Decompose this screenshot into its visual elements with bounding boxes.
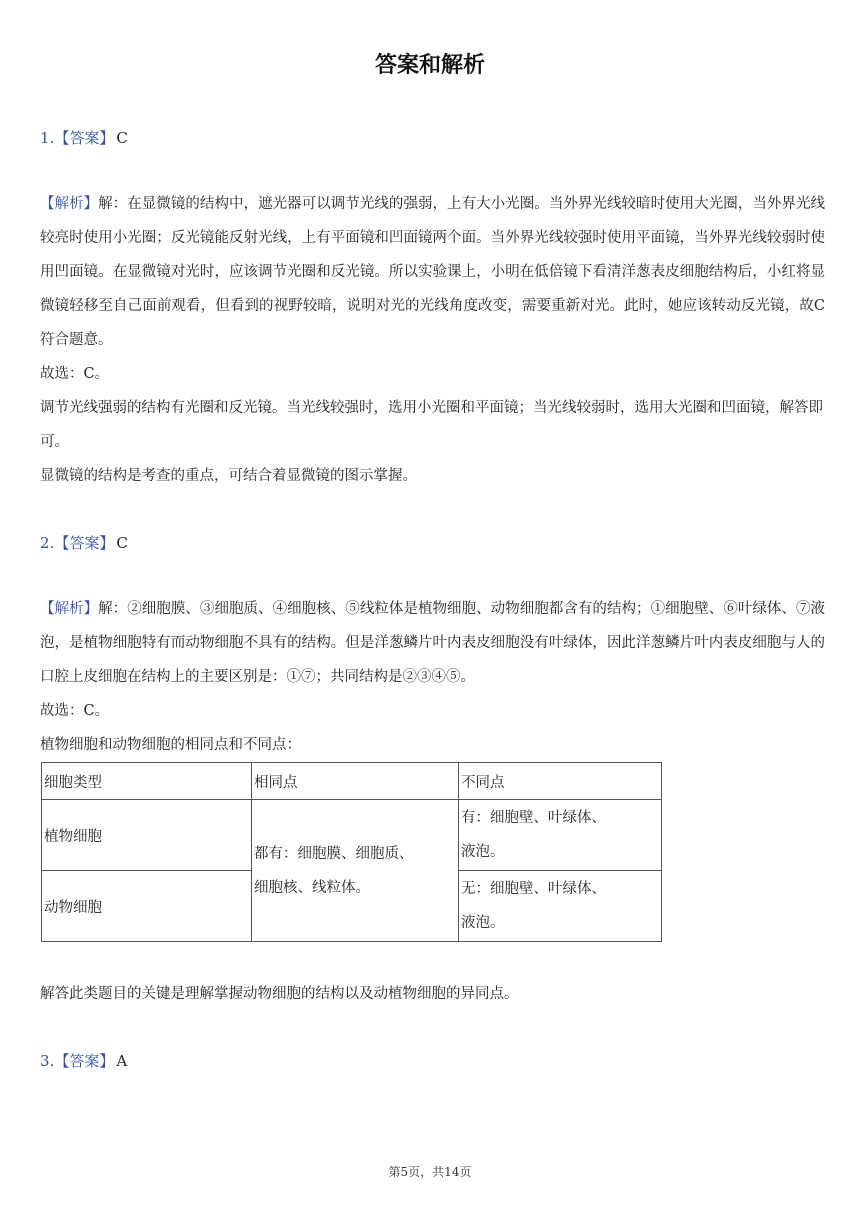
header-cell-common: 相同点 <box>252 763 459 800</box>
q2-answer-tag: 【答案】 <box>54 534 115 552</box>
animal-diff-line-2: 液泡。 <box>461 915 505 931</box>
q2-analysis-tag: 【解析】 <box>40 601 99 617</box>
q2-table-intro: 植物细胞和动物细胞的相同点和不同点： <box>40 737 301 753</box>
cell-plant-diff <box>459 800 662 871</box>
plant-diff-line-1: 有：细胞壁、叶绿体、 <box>461 810 606 826</box>
q2-analysis-text: 解：②细胞膜、③细胞质、④细胞核、⑤线粒体是植物细胞、动物细胞都含有的结构；①细胞壁、⑥叶绿体、⑦液泡，是植物细胞特有而动物细胞不具有的结构。但是洋葱鳞片叶内表皮细胞没有叶绿体，因此洋葱鳞片叶内表皮细胞与人的口腔上皮细胞在结构上的主要区别是：①⑦；共同结构是②③④⑤。 <box>40 601 826 685</box>
q1-comment: 显微镜的结构是考查的重点，可结合着显微镜的图示掌握。 <box>40 468 417 484</box>
table-row-plant <box>42 800 662 871</box>
q1-analysis-text: 解：在显微镜的结构中，遮光器可以调节光线的强弱，上有大小光圈。当外界光线较暗时使用大光圈，当外界光线较亮时使用小光圈；反光镜能反射光线，上有平面镜和凹面镜两个面。当外界光线较强时使用平面镜，当外界光线较弱时使用凹面镜。在显微镜对光时，应该调节光圈和反光镜。所以实验课上，小明在低倍镜下看清洋葱表皮细胞结构后，小红将显微镜轻移至自己面前观看，但看到的视野较暗，说明对光的光线角度改变，需要重新对光。此时，她应该转动反光镜，故C符合题意。 <box>40 196 826 348</box>
q1-choice: 故选：C。 <box>40 366 110 382</box>
q3-answer-line <box>40 1051 127 1071</box>
q1-number: 1. <box>40 129 55 147</box>
cell-animal-diff <box>459 871 662 942</box>
q2-answer-value: C <box>116 534 128 552</box>
common-line-1: 都有：细胞膜、细胞质、 <box>254 845 414 862</box>
page-footer: 第5页，共14页 <box>388 1165 472 1179</box>
q1-answer-tag: 【答案】 <box>54 129 115 147</box>
q3-answer-tag: 【答案】 <box>54 1052 115 1070</box>
cell-plant-label: 植物细胞 <box>42 800 252 871</box>
animal-diff-line-1: 无：细胞壁、叶绿体、 <box>461 881 606 897</box>
header-cell-type: 细胞类型 <box>42 763 252 800</box>
page-title: 答案和解析 <box>374 53 485 78</box>
q1-point: 调节光线强弱的结构有光圈和反光镜。当光线较强时，选用小光圈和平面镜；当光线较弱时，选用大光圈和凹面镜，解答即可。 <box>40 400 823 450</box>
table-header-row <box>42 763 662 800</box>
q2-number: 2. <box>40 534 55 552</box>
q3-number: 3. <box>40 1052 55 1070</box>
q3-answer-value: A <box>116 1052 128 1070</box>
q1-analysis-tag: 【解析】 <box>40 196 99 212</box>
q2-comment: 解答此类题目的关键是理解掌握动物细胞的结构以及动植物细胞的异同点。 <box>40 986 519 1002</box>
cell-common-points <box>252 800 459 942</box>
q1-answer-value: C <box>116 129 128 147</box>
cell-comparison-table <box>41 762 662 942</box>
q2-answer-line <box>40 533 128 553</box>
cell-animal-label: 动物细胞 <box>42 871 252 942</box>
q2-choice: 故选：C。 <box>40 703 110 719</box>
header-cell-diff: 不同点 <box>459 763 662 800</box>
q1-analysis <box>40 187 825 357</box>
q1-answer-line <box>40 128 128 148</box>
q2-analysis <box>40 592 825 694</box>
common-line-2: 细胞核、线粒体。 <box>254 879 370 896</box>
plant-diff-line-2: 液泡。 <box>461 844 505 860</box>
